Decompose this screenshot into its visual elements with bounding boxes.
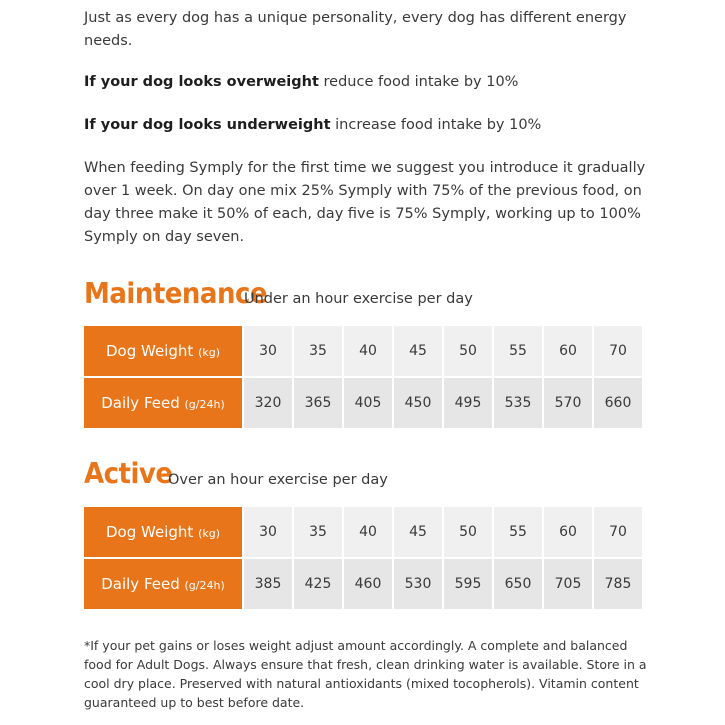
weight-cell: 30	[244, 507, 294, 559]
maintenance-title: Maintenance	[84, 277, 268, 311]
underweight-bold: If your dog looks underweight	[84, 117, 331, 133]
table-row	[84, 378, 644, 430]
intro-energy-text: Just as every dog has a unique personality, every dog has different energy needs.	[84, 10, 627, 49]
weight-unit: (kg)	[198, 527, 220, 540]
feed-cell: 570	[544, 378, 594, 430]
maintenance-subtitle: Under an hour exercise per day	[244, 291, 473, 307]
feed-row-header	[84, 378, 244, 430]
overweight-advice	[84, 71, 654, 94]
active-title: Active	[84, 457, 173, 491]
weight-cell: 45	[394, 326, 444, 378]
feed-cell: 450	[394, 378, 444, 430]
feed-label: Daily Feed	[101, 394, 180, 412]
feed-cell: 650	[494, 559, 544, 611]
feed-cell: 425	[294, 559, 344, 611]
weight-cell: 35	[294, 507, 344, 559]
weight-label: Dog Weight	[106, 342, 194, 360]
weight-cell: 45	[394, 507, 444, 559]
weight-cell: 40	[344, 326, 394, 378]
feed-unit: (g/24h)	[184, 398, 225, 411]
overweight-rest: reduce food intake by 10%	[318, 74, 519, 90]
weight-cell: 50	[444, 507, 494, 559]
transition-text: When feeding Symply for the first time we suggest you introduce it gradually over 1 week. On day one mix 25% Symply with 75% of the previous food, on day three make it 50% of each, day five is 75% Symply, working up to 100% Symply on day seven.	[84, 160, 646, 245]
weight-cell: 60	[544, 507, 594, 559]
weight-cell: 40	[344, 507, 394, 559]
feed-cell: 705	[544, 559, 594, 611]
feed-cell: 460	[344, 559, 394, 611]
feed-cell: 365	[294, 378, 344, 430]
feed-cell: 405	[344, 378, 394, 430]
weight-label: Dog Weight	[106, 523, 194, 541]
weight-cell: 50	[444, 326, 494, 378]
feed-cell: 595	[444, 559, 494, 611]
table-row	[84, 326, 644, 378]
weight-cell: 35	[294, 326, 344, 378]
feed-cell: 320	[244, 378, 294, 430]
weight-row-header	[84, 507, 244, 559]
active-table	[84, 507, 644, 611]
feed-cell: 530	[394, 559, 444, 611]
table-row	[84, 559, 644, 611]
maintenance-table	[84, 326, 644, 430]
weight-unit: (kg)	[198, 346, 220, 359]
feed-label: Daily Feed	[101, 575, 180, 593]
weight-cell: 55	[494, 326, 544, 378]
feed-cell: 660	[594, 378, 644, 430]
feed-row-header	[84, 559, 244, 611]
underweight-advice	[84, 114, 654, 137]
weight-cell: 70	[594, 326, 644, 378]
feed-unit: (g/24h)	[184, 579, 225, 592]
weight-row-header	[84, 326, 244, 378]
footnote: *If your pet gains or loses weight adjust amount accordingly. A complete and balanced food for Adult Dogs. Always ensure that fresh, clean drinking water is available. Store in a cool dry place. Preserved with natural antioxidants (mixed tocopherols). Vitamin content guaranteed up to best before date.	[84, 638, 647, 710]
underweight-rest: increase food intake by 10%	[330, 117, 542, 133]
feed-cell: 495	[444, 378, 494, 430]
weight-cell: 60	[544, 326, 594, 378]
overweight-bold: If your dog looks overweight	[84, 74, 319, 90]
table-row	[84, 507, 644, 559]
feed-cell: 785	[594, 559, 644, 611]
feed-cell: 385	[244, 559, 294, 611]
weight-cell: 70	[594, 507, 644, 559]
feed-cell: 535	[494, 378, 544, 430]
weight-cell: 30	[244, 326, 294, 378]
weight-cell: 55	[494, 507, 544, 559]
active-subtitle: Over an hour exercise per day	[168, 472, 388, 488]
